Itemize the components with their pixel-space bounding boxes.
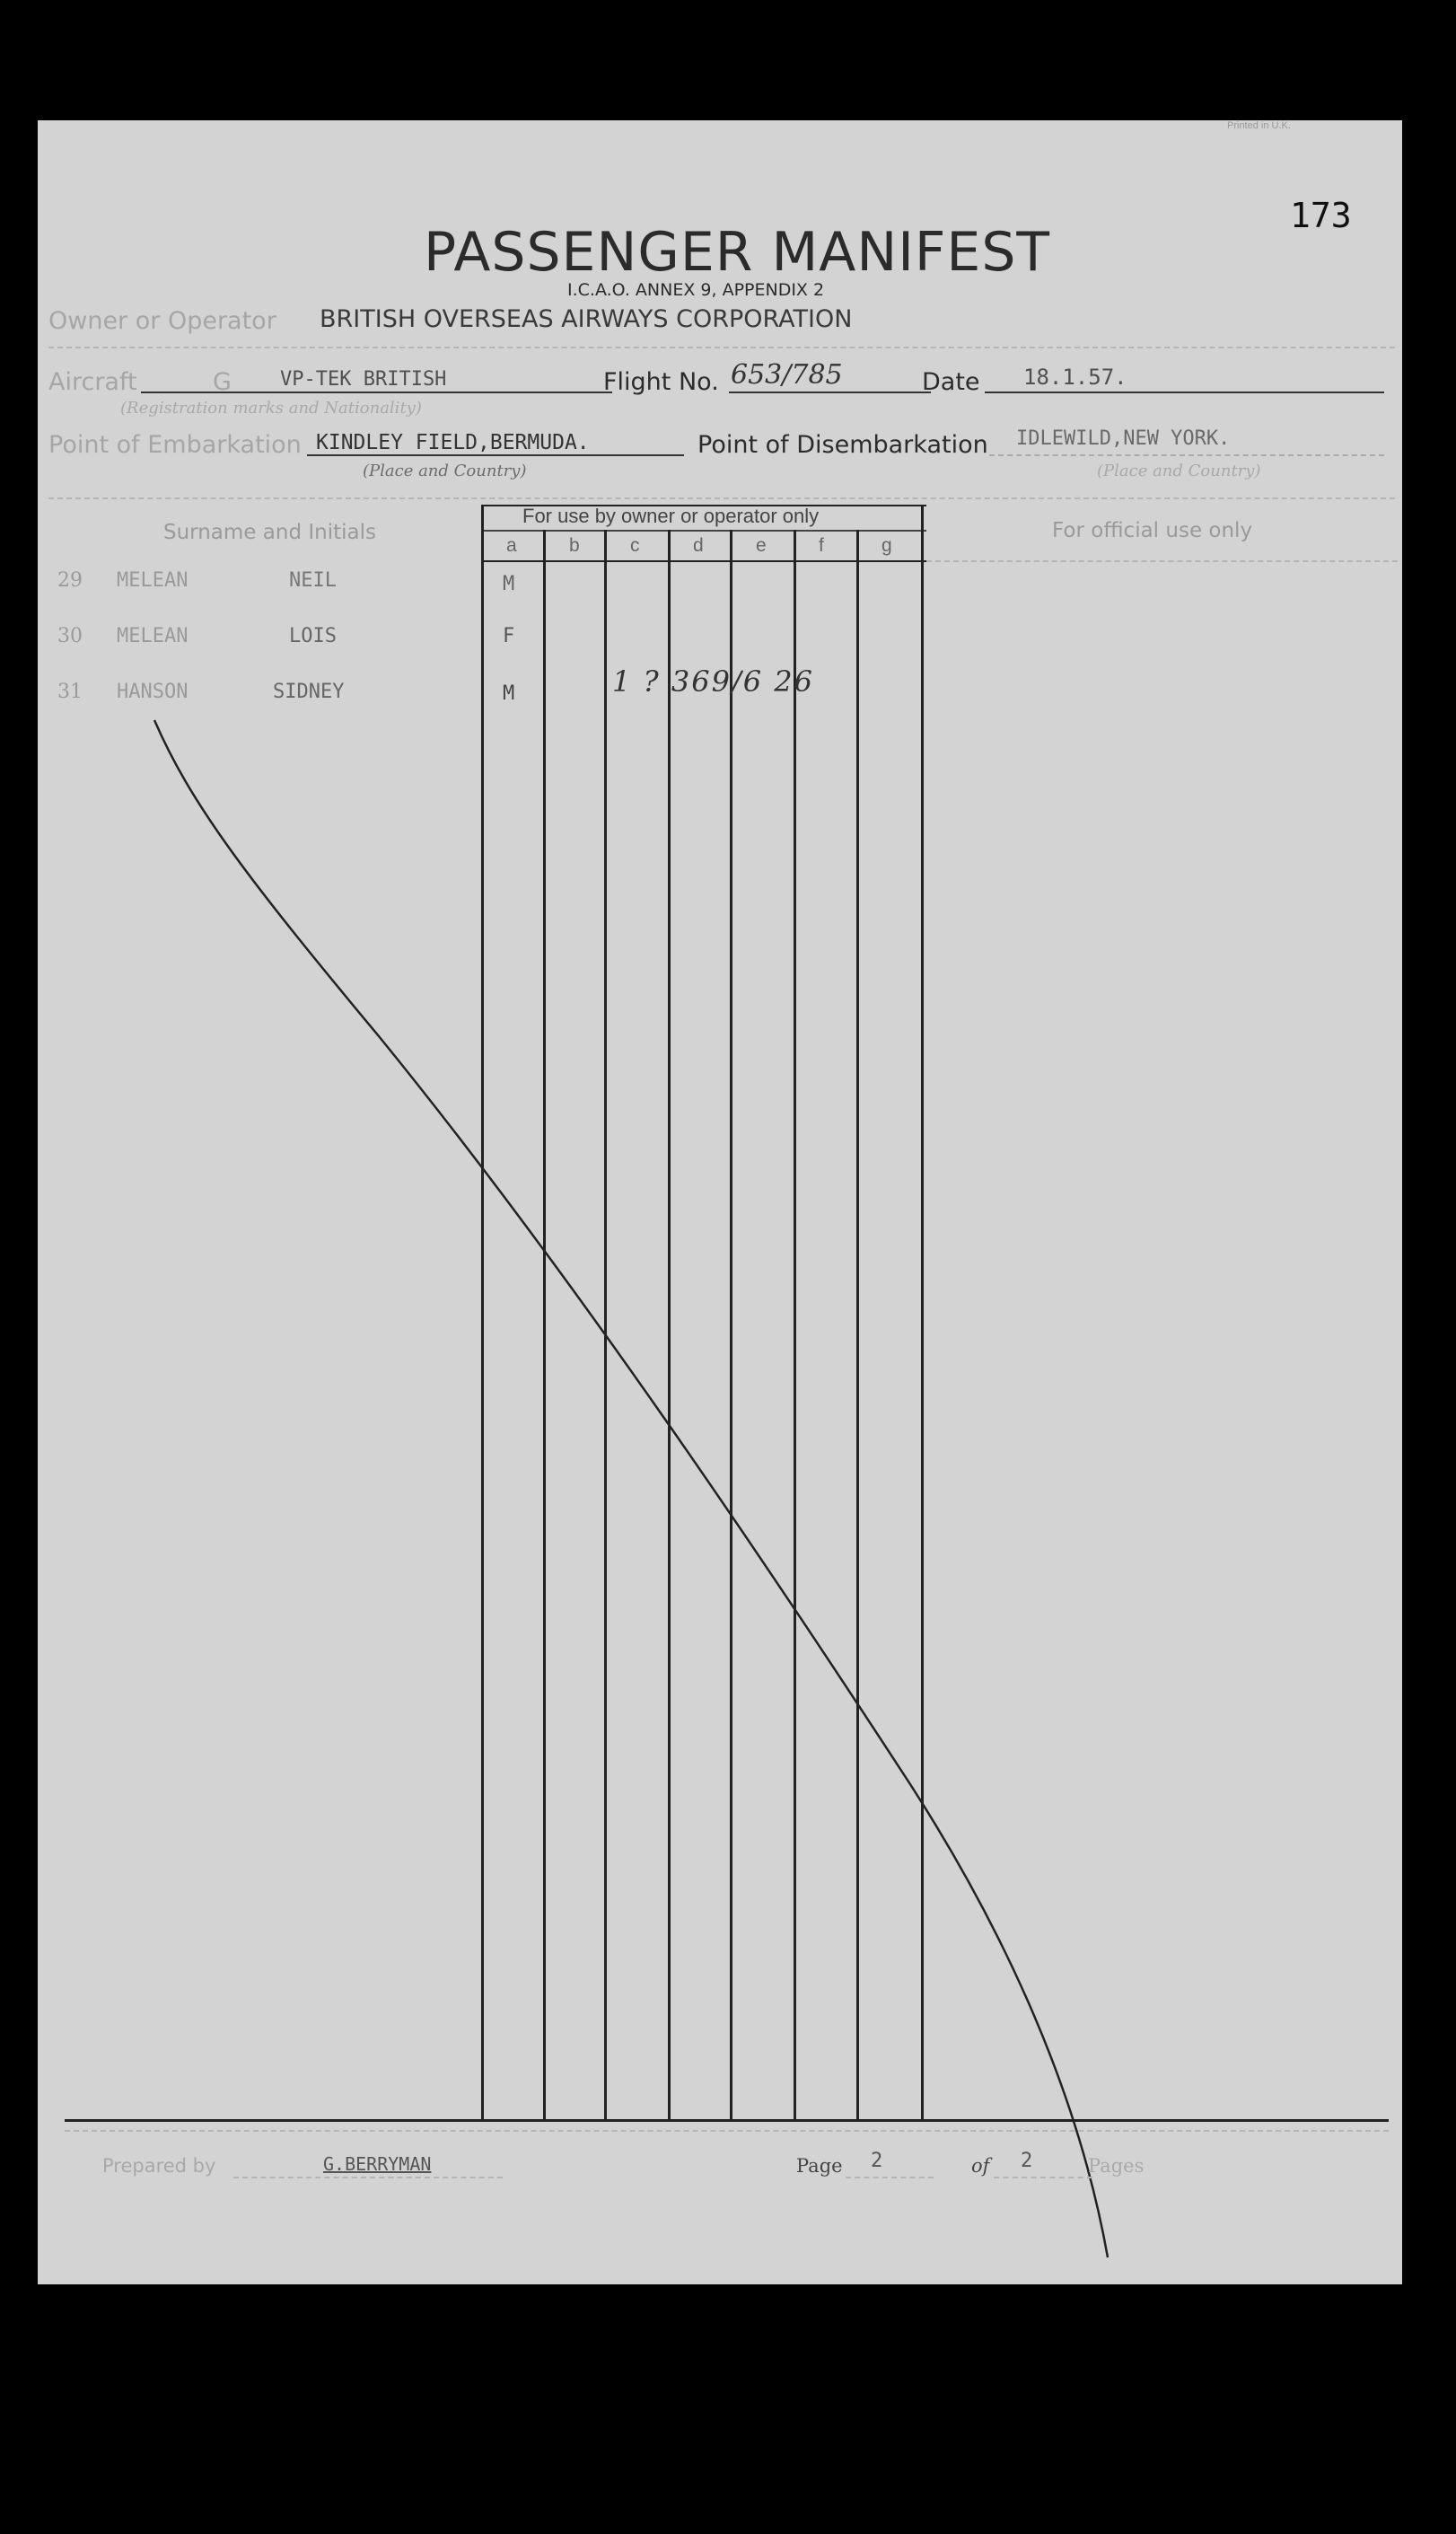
embarkation-label: Point of Embarkation (48, 431, 302, 459)
col-c-header: c (630, 535, 640, 556)
row-number: 29 (57, 569, 83, 592)
strike-through-line (38, 120, 1402, 2284)
aircraft-prefix: G (213, 368, 232, 396)
footer-rule (65, 2119, 1389, 2122)
flight-label: Flight No. (603, 368, 719, 396)
row-number: 31 (57, 681, 83, 703)
col-f-header: f (819, 535, 824, 556)
of-value: 2 (1021, 2150, 1033, 2172)
embarkation-caption: (Place and Country) (363, 462, 527, 480)
col-b-header: b (569, 535, 580, 556)
page-subtitle: I.C.A.O. ANNEX 9, APPENDIX 2 (567, 280, 825, 300)
flight-value: 653/785 (731, 359, 843, 391)
page-value: 2 (871, 2150, 883, 2172)
owner-header: For use by owner or operator only (522, 505, 820, 527)
page-underline (846, 2177, 934, 2178)
operator-value: BRITISH OVERSEAS AIRWAYS CORPORATION (320, 305, 853, 333)
row-col-a: M (503, 682, 515, 705)
prepared-underline (233, 2177, 503, 2178)
official-header: For official use only (1052, 519, 1253, 542)
col-e-header: e (756, 535, 767, 556)
row-initials: NEIL (289, 569, 337, 592)
row-col-a: M (503, 573, 515, 595)
prepared-label: Prepared by (102, 2155, 216, 2177)
operator-label: Owner or Operator (48, 307, 276, 335)
row-surname: HANSON (117, 681, 189, 703)
page-number: 173 (1290, 196, 1352, 235)
disembarkation-caption: (Place and Country) (1097, 462, 1261, 480)
row-number: 30 (57, 625, 83, 647)
row-initials: SIDNEY (273, 681, 345, 703)
of-underline (994, 2177, 1092, 2178)
page-label: Page (796, 2155, 843, 2177)
aircraft-value: VP-TEK BRITISH (280, 368, 447, 391)
date-value: 18.1.57. (1023, 365, 1127, 390)
embarkation-value: KINDLEY FIELD,BERMUDA. (316, 431, 590, 454)
date-label: Date (922, 368, 980, 396)
disembarkation-value: IDLEWILD,NEW YORK. (1016, 427, 1231, 450)
row-initials: LOIS (289, 625, 337, 647)
aircraft-caption: (Registration marks and Nationality) (120, 399, 422, 418)
row-surname: MELEAN (117, 569, 189, 592)
of-label: of (971, 2155, 990, 2177)
row-surname: MELEAN (117, 625, 189, 647)
aircraft-label: Aircraft (48, 368, 137, 396)
col-a-header: a (506, 535, 517, 556)
disembarkation-label: Point of Disembarkation (697, 431, 988, 459)
col-d-header: d (693, 535, 704, 556)
footer-dashed-rule (65, 2130, 1389, 2132)
printer-note: Printed in U.K. (1227, 120, 1291, 131)
page-title: PASSENGER MANIFEST (424, 221, 1051, 284)
surname-header: Surname and Initials (163, 521, 376, 544)
prepared-value: G.BERRYMAN (323, 2153, 432, 2175)
row-handwritten-codes: 1 ? 369/6 26 (612, 664, 814, 699)
col-g-header: g (881, 535, 892, 556)
pages-label: Pages (1088, 2155, 1145, 2177)
manifest-sheet (38, 120, 1402, 2284)
row-col-a: F (503, 625, 515, 647)
